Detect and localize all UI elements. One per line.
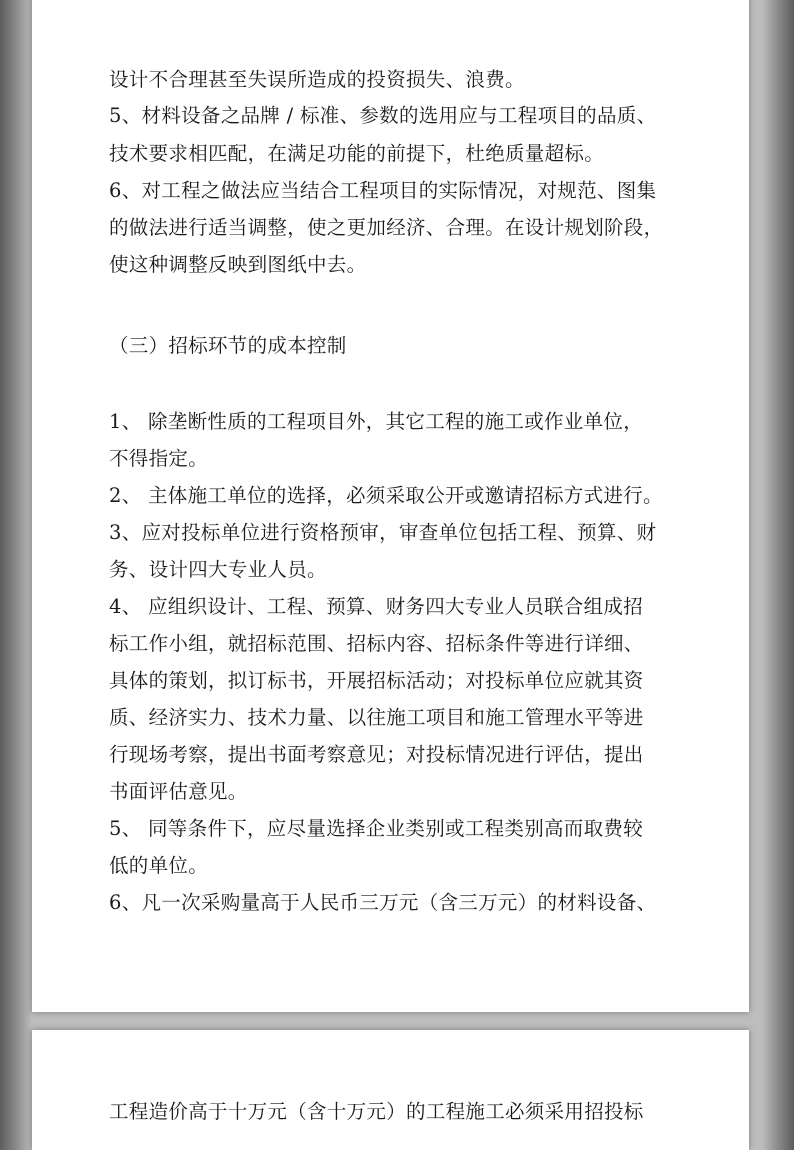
- text-line: 1、 除垄断性质的工程项目外，其它工程的施工或作业单位，: [109, 410, 644, 433]
- text-line: 6、对工程之做法应当结合工程项目的实际情况，对规范、图集: [109, 179, 657, 202]
- text-line: 行现场考察，提出书面考察意见；对投标情况进行评估，提出: [109, 743, 644, 766]
- text-line: 3、应对投标单位进行资格预审，审查单位包括工程、预算、财: [109, 521, 657, 544]
- text-line: 务、设计四大专业人员。: [109, 558, 327, 581]
- text-line: 使这种调整反映到图纸中去。: [109, 253, 367, 276]
- text-line: 的做法进行适当调整，使之更加经济、合理。在设计规划阶段，: [109, 216, 664, 239]
- text-line: 6、凡一次采购量高于人民币三万元（含三万元）的材料设备、: [109, 891, 657, 914]
- text-line: 4、 应组织设计、工程、预算、财务四大专业人员联合组成招: [109, 595, 644, 618]
- text-line: 2、 主体施工单位的选择，必须采取公开或邀请招标方式进行。: [109, 484, 663, 507]
- text-line: 设计不合理甚至失误所造成的投资损失、浪费。: [109, 68, 525, 91]
- document-page: [32, 0, 749, 1012]
- text-line: 工程造价高于十万元（含十万元）的工程施工必须采用招投标: [109, 1100, 644, 1123]
- text-line: 书面评估意见。: [109, 780, 248, 803]
- text-line: 不得指定。: [109, 447, 209, 470]
- text-line: 5、材料设备之品牌 / 标准、参数的选用应与工程项目的品质、: [109, 104, 657, 127]
- section-heading: （三）招标环节的成本控制: [109, 334, 347, 357]
- text-line: 技术要求相匹配，在满足功能的前提下，杜绝质量超标。: [109, 142, 605, 165]
- document-page: [32, 1030, 749, 1150]
- text-line: 标工作小组，就招标范围、招标内容、招标条件等进行详细、: [109, 632, 644, 655]
- text-line: 5、 同等条件下，应尽量选择企业类别或工程类别高而取费较: [109, 817, 644, 840]
- text-line: 质、经济实力、技术力量、以往施工项目和施工管理水平等进: [109, 706, 644, 729]
- text-line: 低的单位。: [109, 854, 209, 877]
- text-line: 具体的策划，拟订标书，开展招标活动；对投标单位应就其资: [109, 669, 644, 692]
